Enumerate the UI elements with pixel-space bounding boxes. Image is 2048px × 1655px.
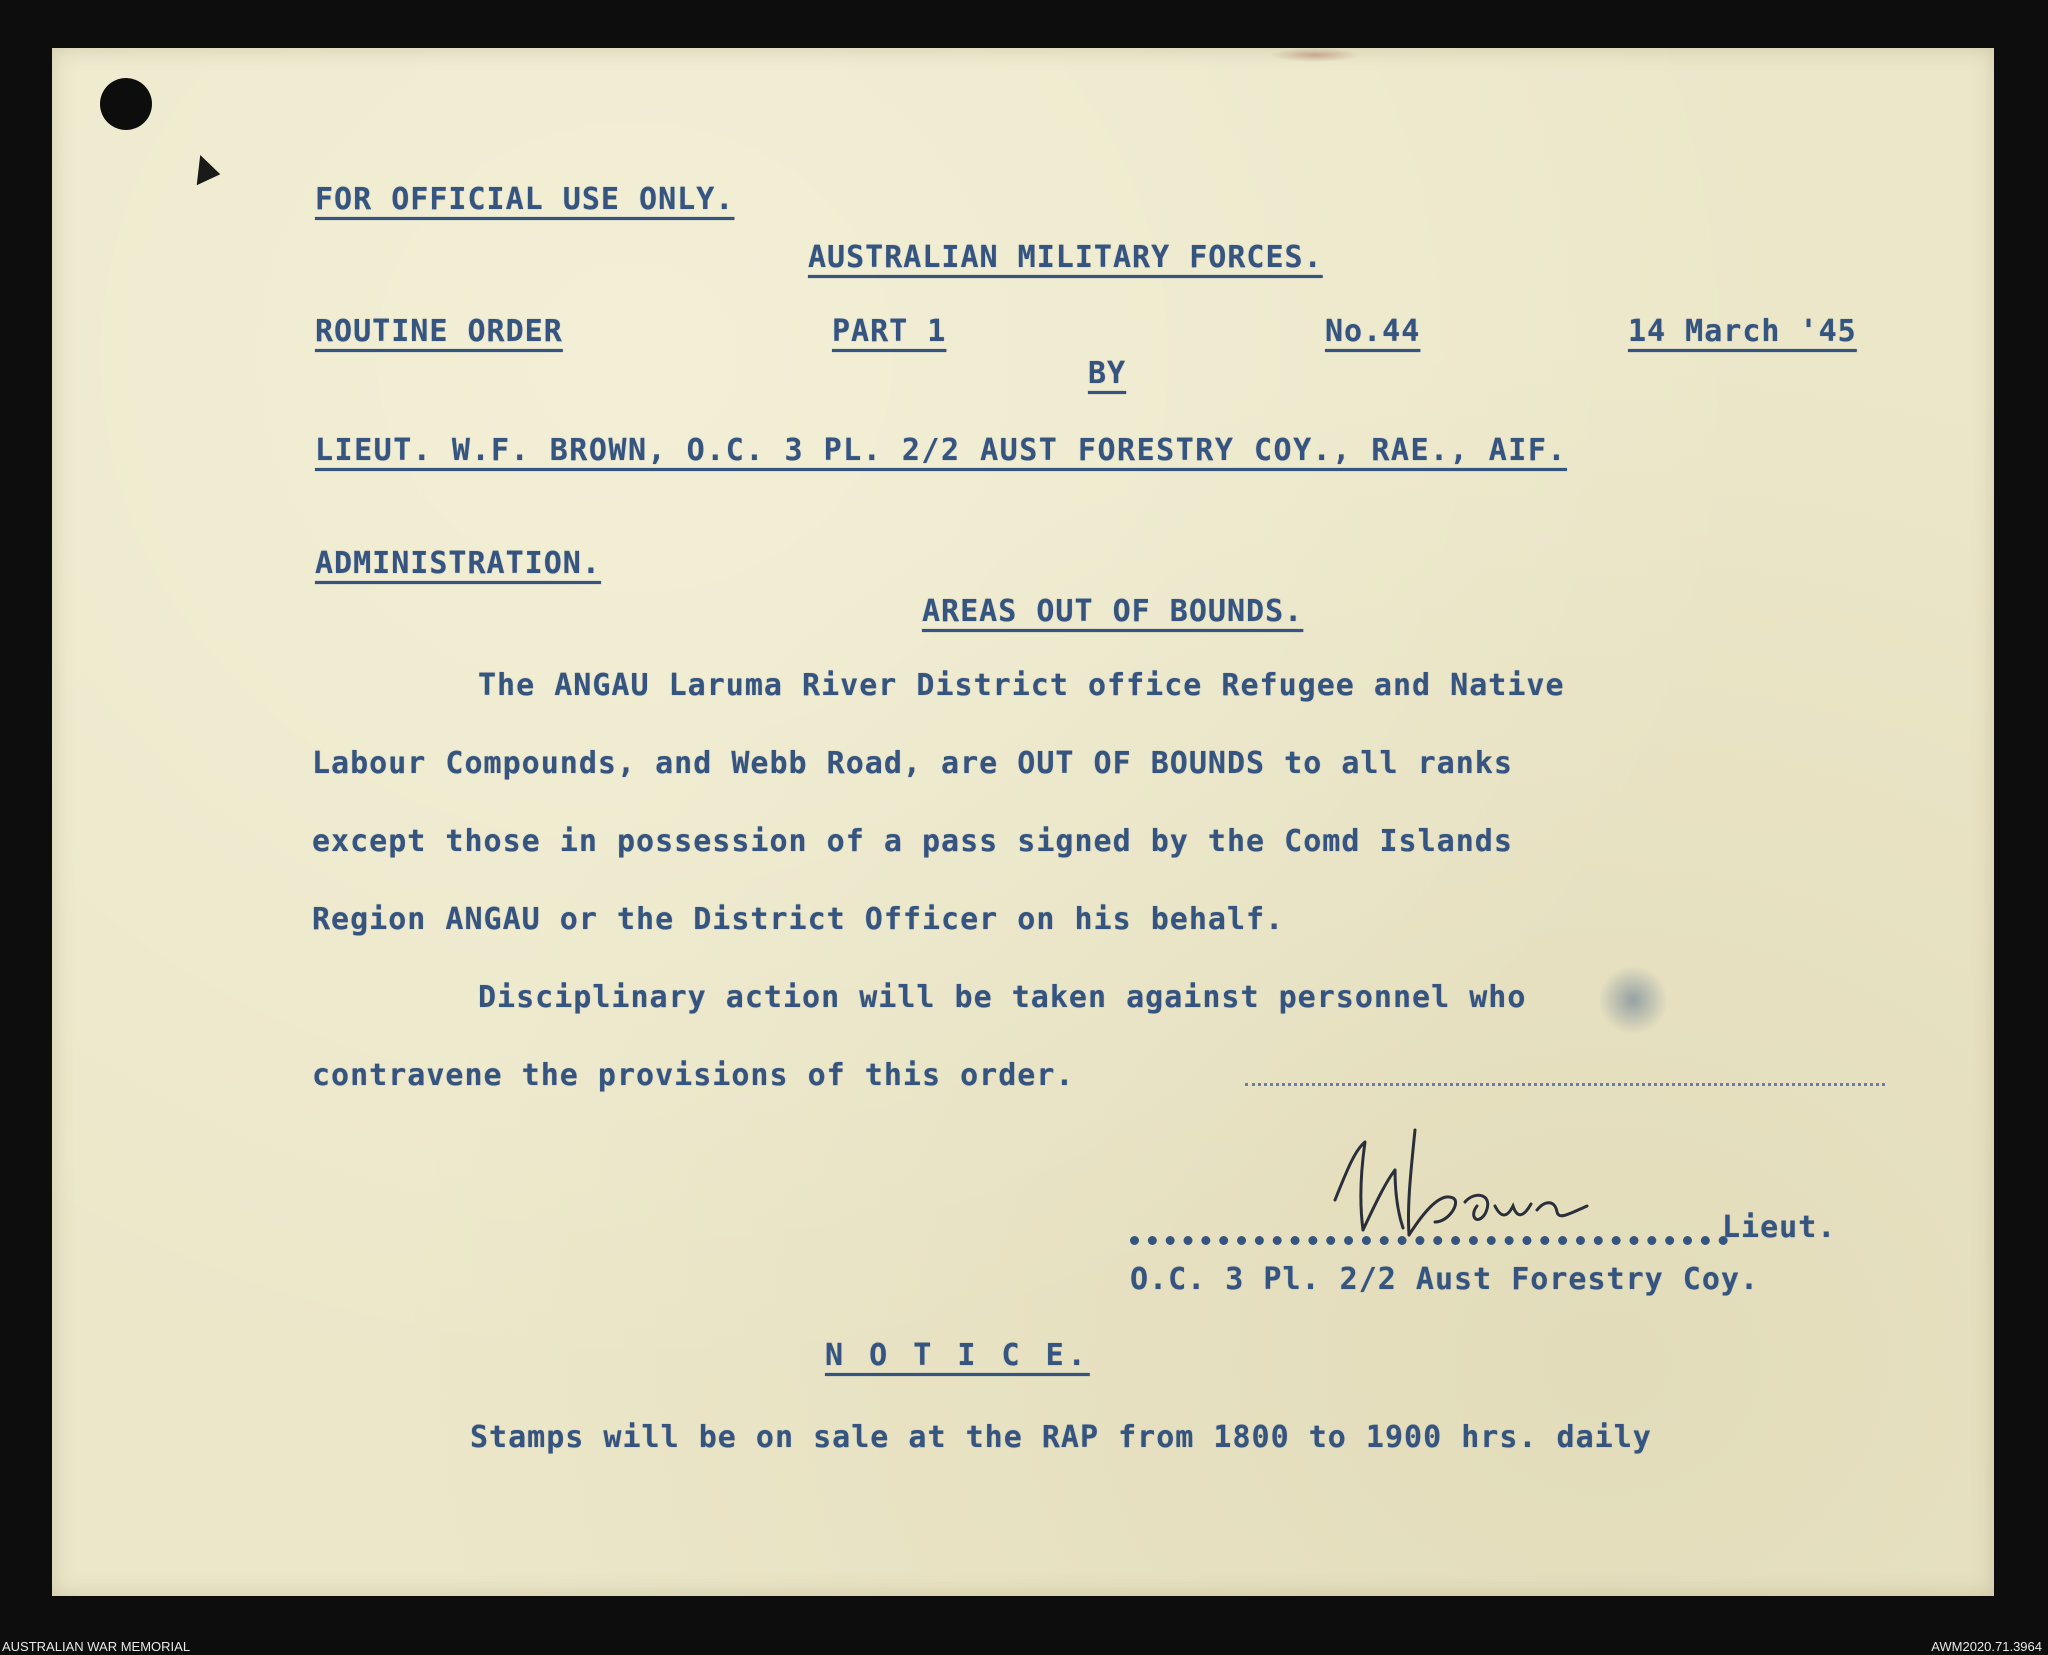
notice-heading: N O T I C E.: [825, 1338, 1090, 1373]
ink-blot: [1598, 965, 1668, 1035]
body-line-3: except those in possession of a pass signed by the Comd Islands: [312, 824, 1513, 859]
classification-heading: FOR OFFICIAL USE ONLY.: [315, 182, 735, 217]
body-line-4: Region ANGAU or the District Officer on his behalf.: [312, 902, 1285, 937]
signature-title: O.C. 3 Pl. 2/2 Aust Forestry Coy.: [1130, 1262, 1760, 1297]
order-date: 14 March '45: [1628, 314, 1857, 349]
order-number: No.44: [1325, 314, 1421, 349]
order-part: PART 1: [832, 314, 947, 349]
footer-accession-number: AWM2020.71.3964: [1931, 1639, 2042, 1654]
signature-rank: Lieut.: [1722, 1210, 1837, 1245]
footer-source: AUSTRALIAN WAR MEMORIAL: [2, 1639, 191, 1654]
body-line-1: The ANGAU Laruma River District office Refugee and Native: [478, 668, 1565, 703]
paper-stain: [1270, 48, 1360, 62]
section-heading: ADMINISTRATION.: [315, 546, 601, 581]
body-line-2: Labour Compounds, and Webb Road, are OUT OF BOUNDS to all ranks: [312, 746, 1513, 781]
body-line-6: contravene the provisions of this order.: [312, 1058, 1075, 1093]
subject-heading: AREAS OUT OF BOUNDS.: [922, 594, 1304, 629]
by-label: BY: [1088, 356, 1127, 391]
punch-hole: [100, 78, 152, 130]
organisation-heading: AUSTRALIAN MILITARY FORCES.: [808, 240, 1323, 275]
order-type: ROUTINE ORDER: [315, 314, 563, 349]
issuer-line: LIEUT. W.F. BROWN, O.C. 3 PL. 2/2 AUST FORESTRY COY., RAE., AIF.: [315, 433, 1567, 468]
body-line-5: Disciplinary action will be taken against personnel who: [478, 980, 1527, 1015]
notice-text: Stamps will be on sale at the RAP from 1800 to 1900 hrs. daily: [470, 1420, 1652, 1455]
handwritten-signature: [1325, 1110, 1595, 1250]
line-fill-dots: [1245, 1083, 1885, 1086]
signature-line: [1130, 1236, 1728, 1245]
